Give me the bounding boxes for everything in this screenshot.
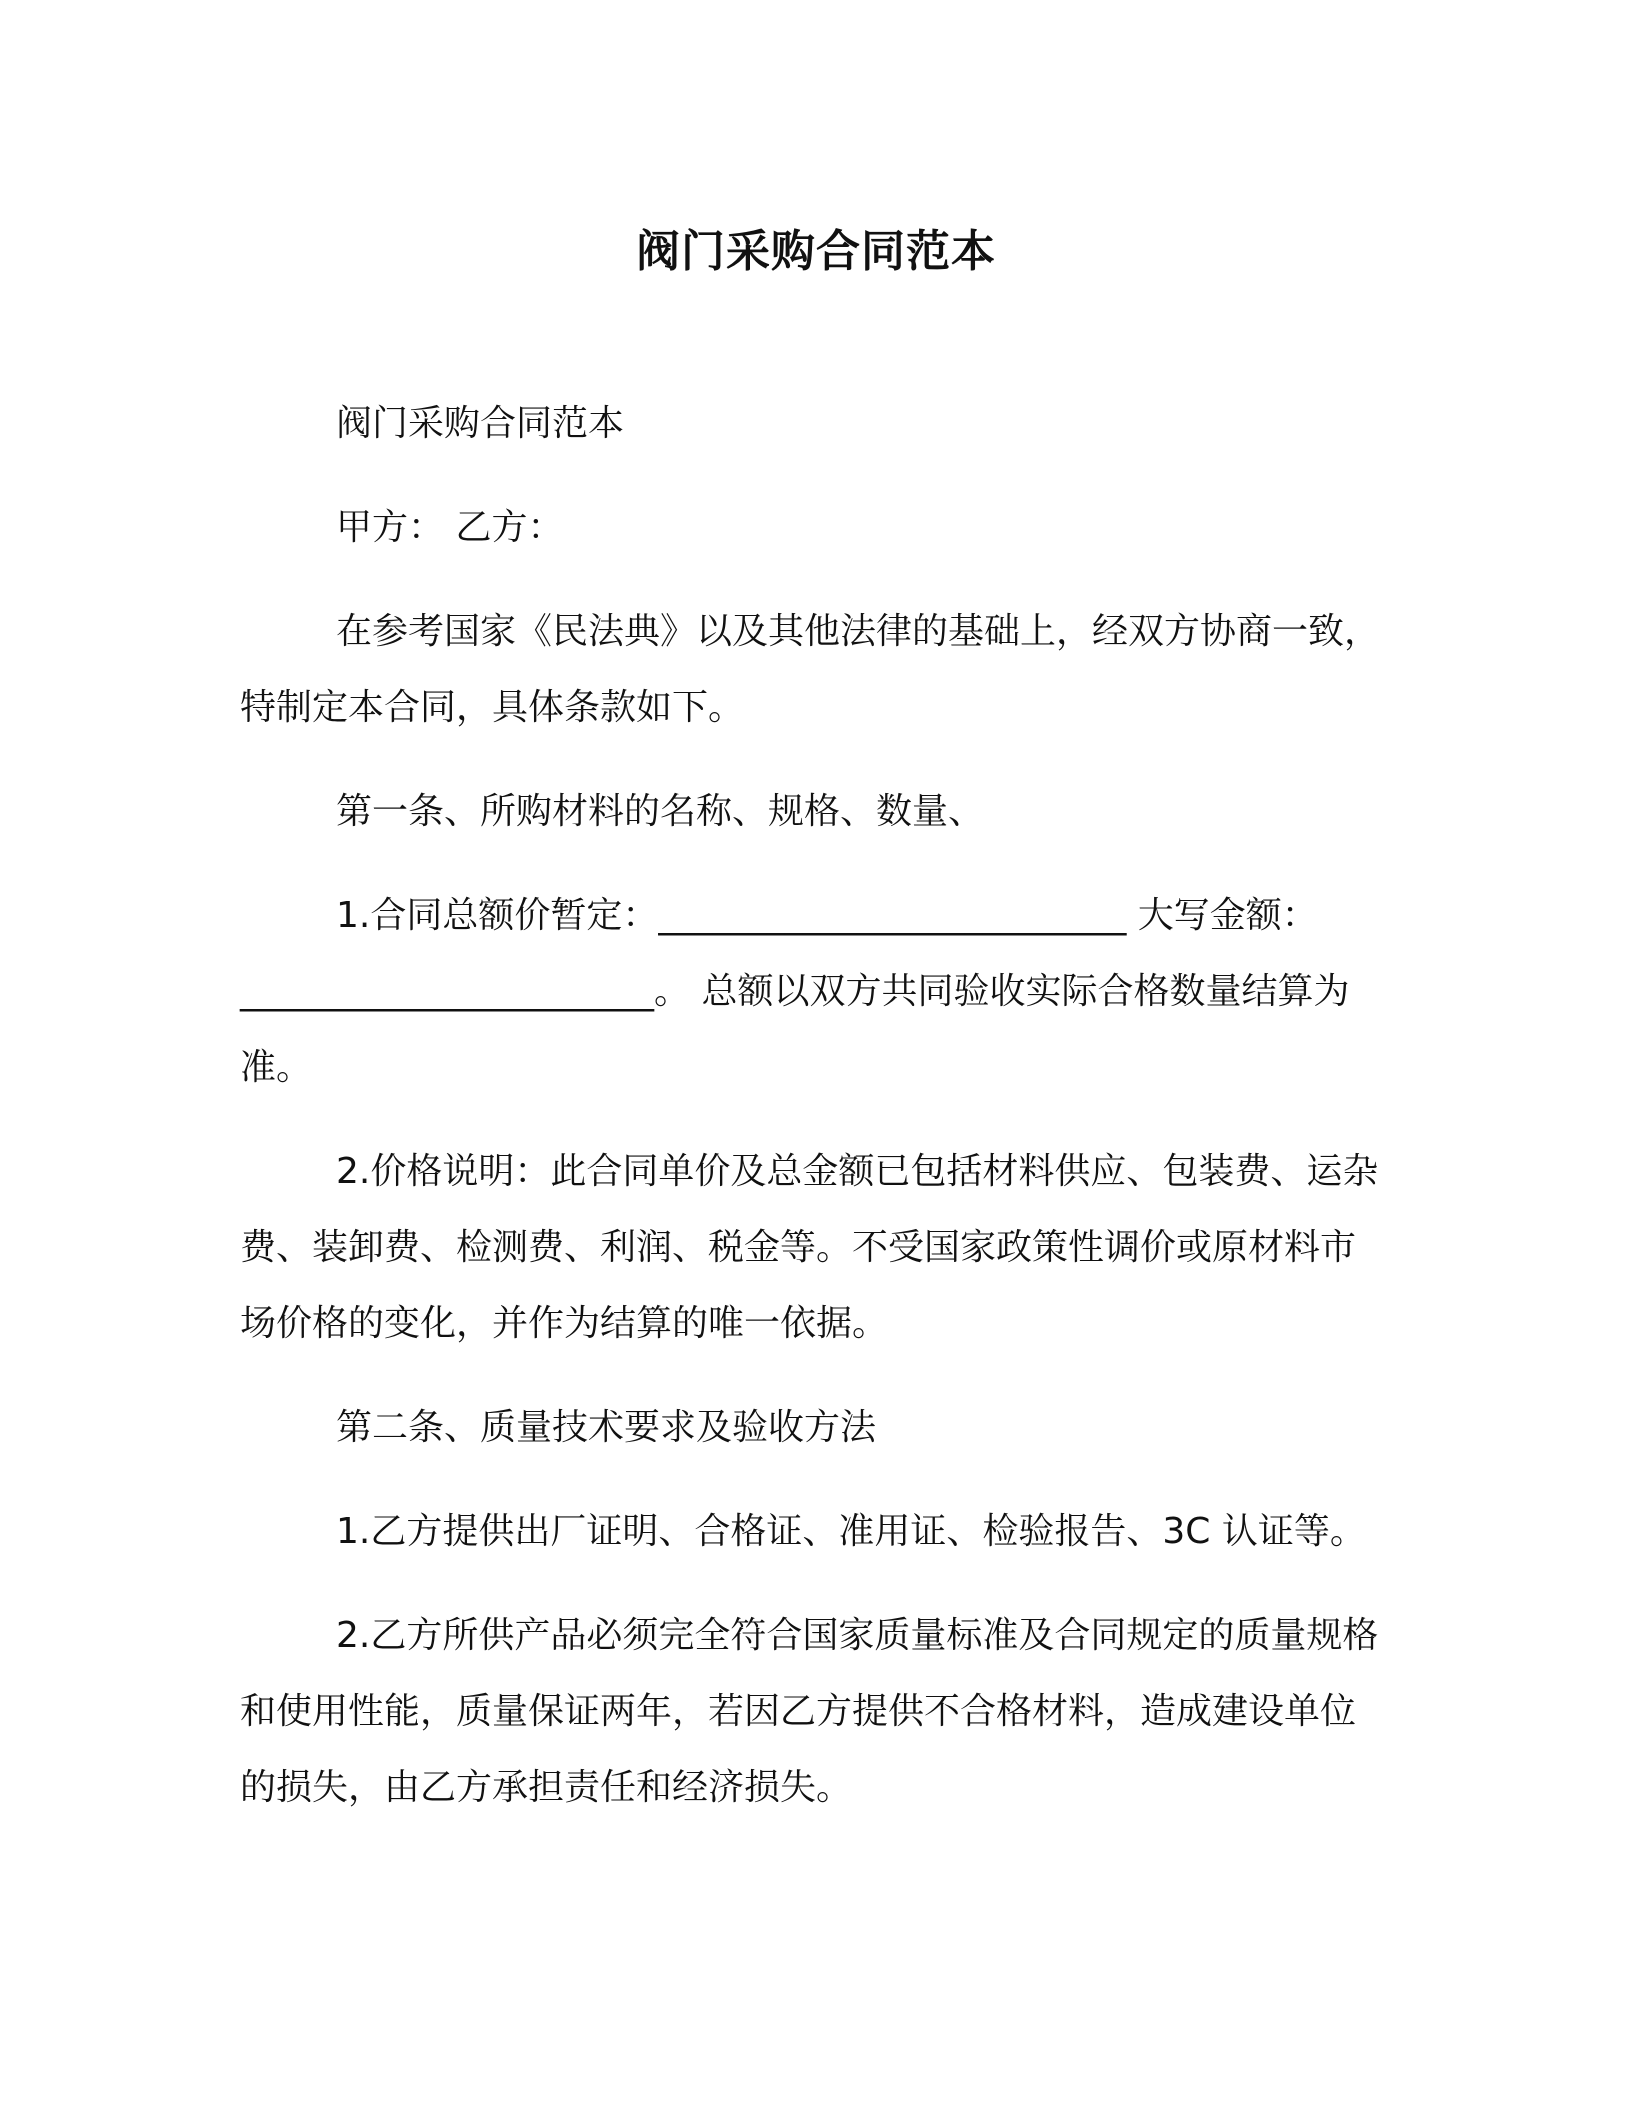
quality-clause-1: 1.乙方提供出厂证明、合格证、准用证、检验报告、3C 认证等。 (336, 1511, 1366, 1552)
parties-line: 甲方： 乙方： (336, 507, 564, 548)
document-title: 阀门采购合同范本 (636, 226, 996, 277)
intro-paragraph: 在参考国家《民法典》以及其他法律的基础上，经双方协商一致，特制定本合同，具体条款如下。 (240, 611, 1381, 728)
amount-clause: 1.合同总额价暂定：__________________________ 大写金额：_______________________。 总额以双方共同验收实际合格数量结算为准。 (240, 895, 1350, 1088)
contract-subtitle: 阀门采购合同范本 (336, 403, 625, 444)
quality-clause-2: 2.乙方所供产品必须完全符合国家质量标准及合同规定的质量规格和使用性能，质量保证两年，若因乙方提供不合格材料，造成建设单位的损失，由乙方承担责任和经济损失。 (240, 1615, 1379, 1808)
article-1-heading: 第一条、所购材料的名称、规格、数量、 (336, 791, 985, 832)
article-2-heading: 第二条、质量技术要求及验收方法 (336, 1407, 877, 1448)
price-clause: 2.价格说明：此合同单价及总金额已包括材料供应、包装费、运杂费、装卸费、检测费、利润、税金等。不受国家政策性调价或原材料市场价格的变化，并作为结算的唯一依据。 (240, 1151, 1379, 1344)
